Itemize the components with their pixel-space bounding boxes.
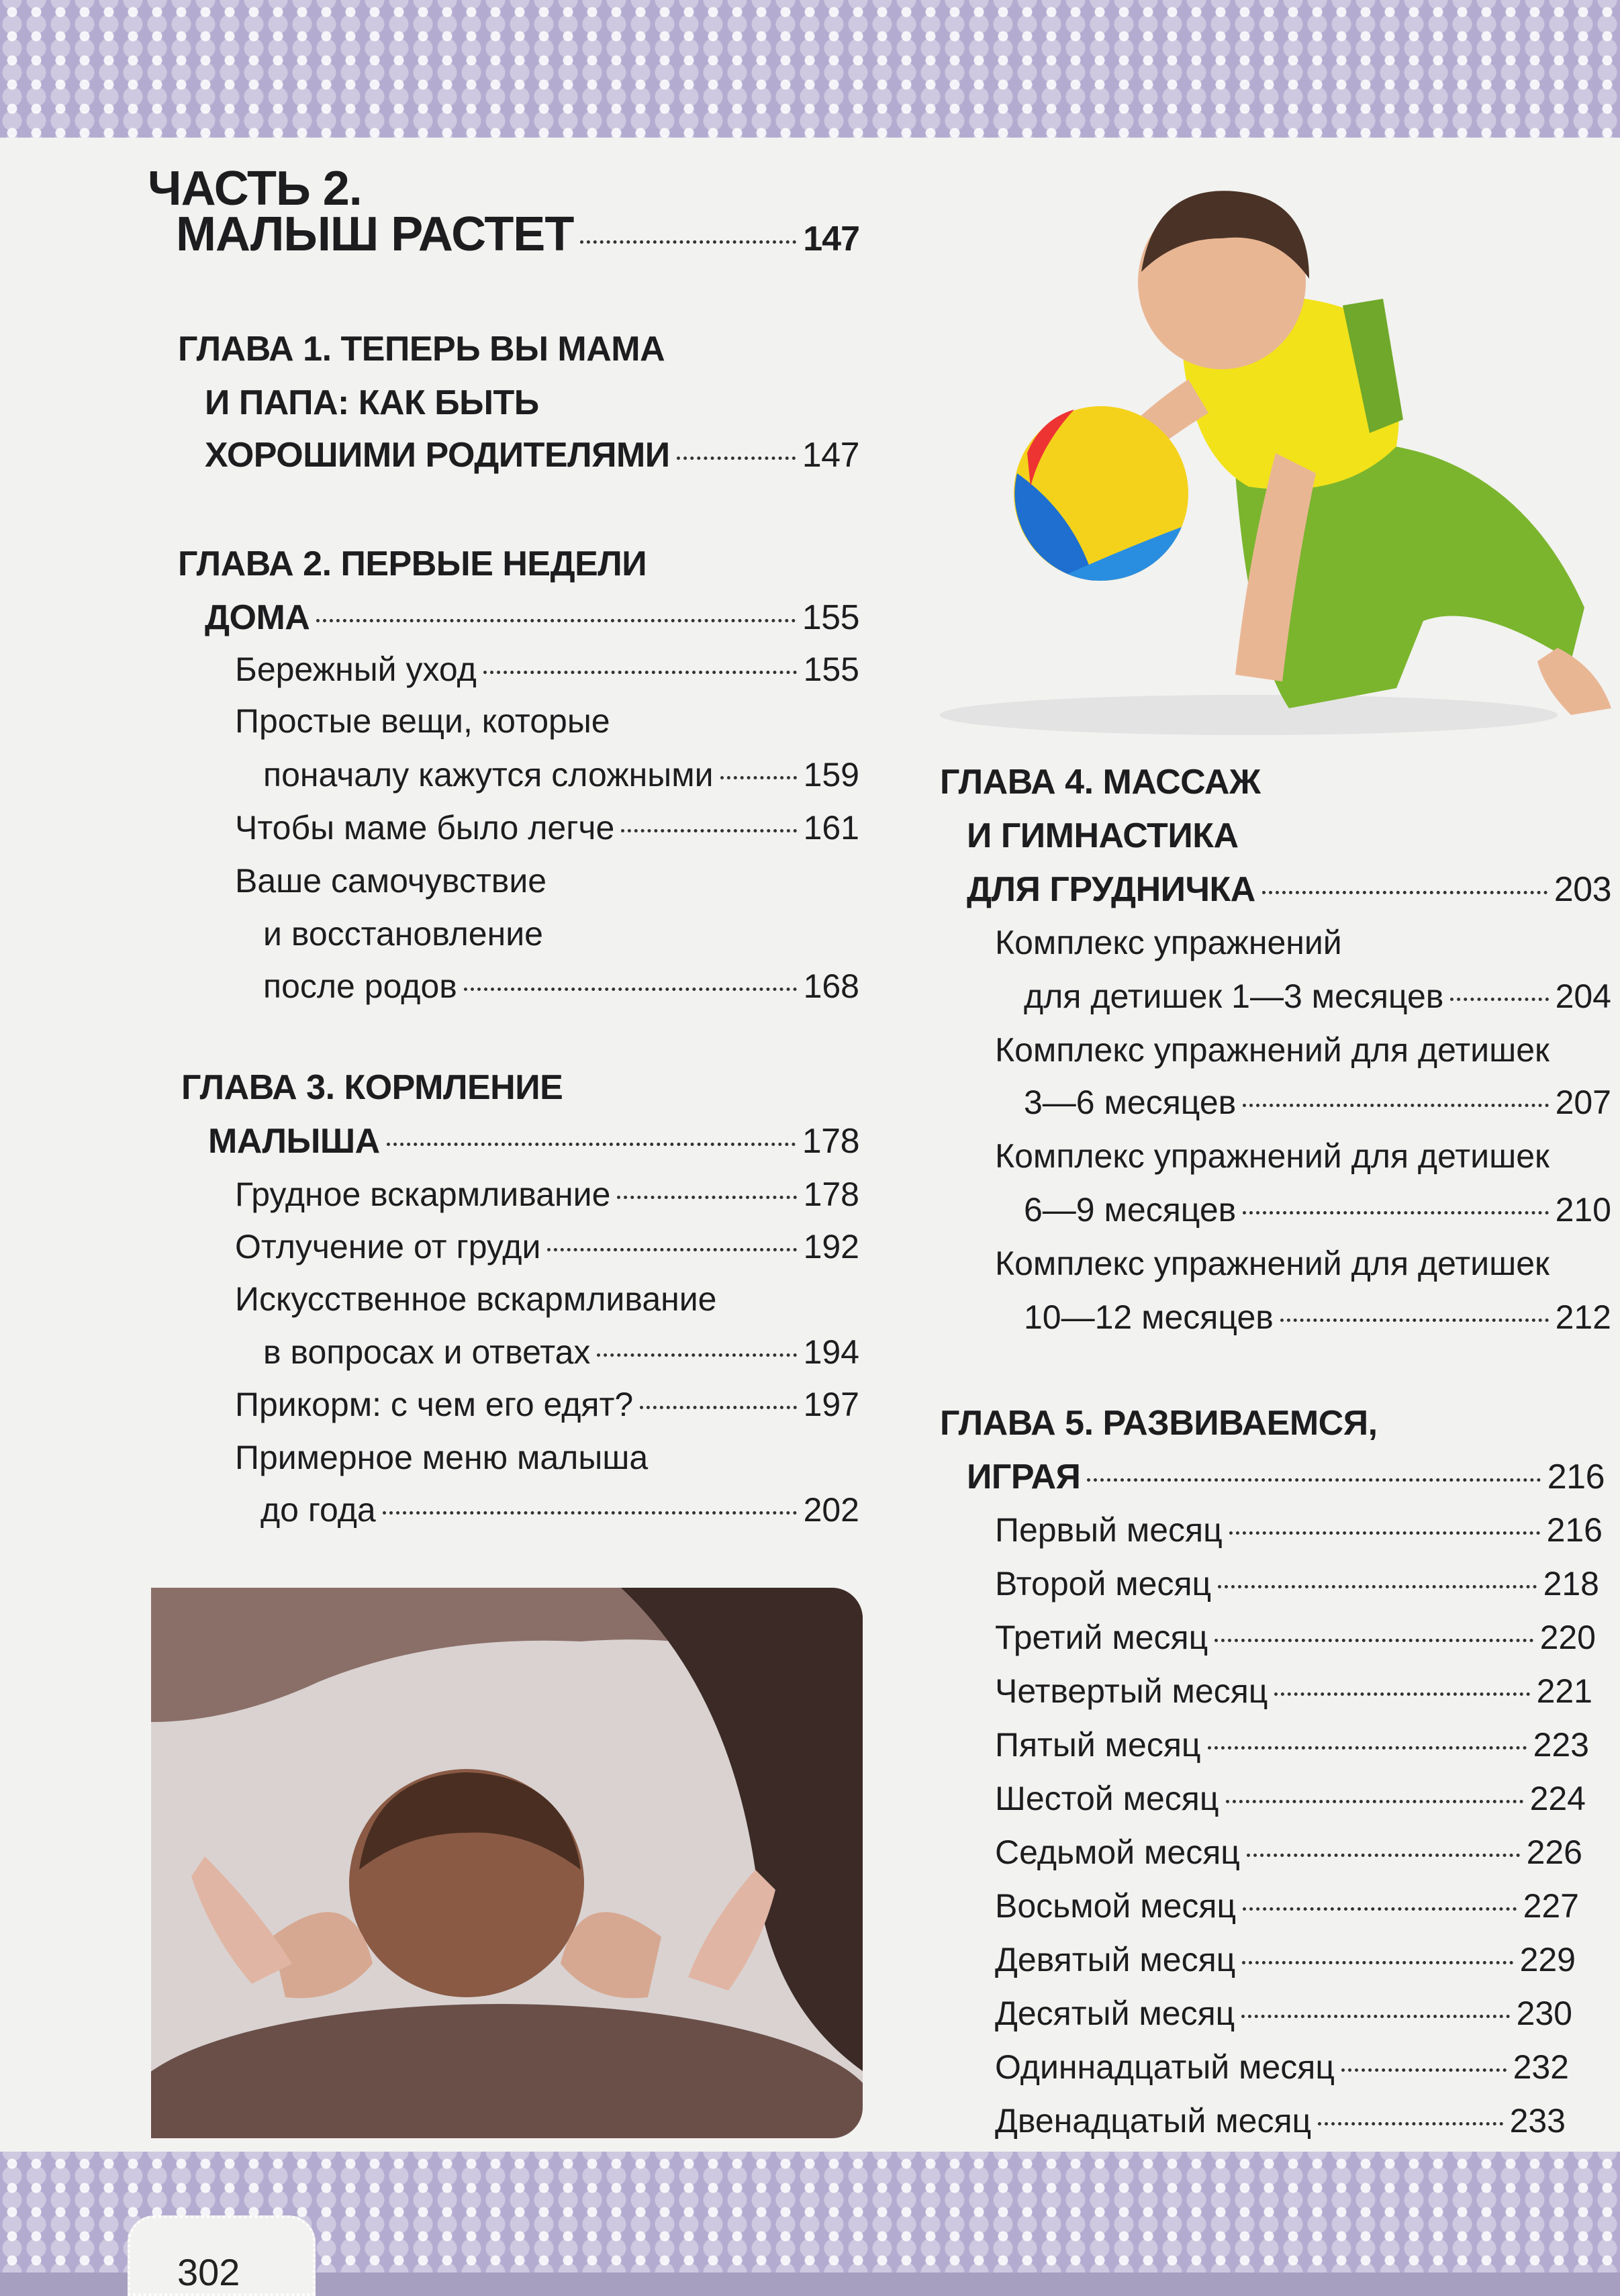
entry-title: Чтобы маме было легче [235, 809, 615, 847]
page-ref: 212 [1555, 1298, 1611, 1336]
toc-entry[interactable] [995, 1940, 1576, 1979]
page-ref: 202 [803, 1491, 859, 1529]
chapter-1-entry[interactable] [205, 435, 859, 475]
chapter-3-title-line1: ГЛАВА 3. КОРМЛЕНИЕ [181, 1068, 563, 1107]
entry-title: 10—12 месяцев [1024, 1298, 1274, 1336]
entry-title-line: Комплекс упражнений [995, 924, 1342, 961]
entry-title-line: Искусственное вскармливание [235, 1280, 717, 1318]
dot-leader [1243, 1104, 1548, 1107]
entry-title: Десятый месяц [995, 1995, 1235, 2032]
entry-title-line: Ваше самочувствие [235, 862, 547, 900]
dot-leader [597, 1353, 796, 1357]
page-ref: 203 [1554, 870, 1611, 909]
toc-entry[interactable] [235, 808, 859, 847]
entry-title: Первый месяц [995, 1511, 1223, 1549]
mother-holding-newborn-photo [151, 1588, 863, 2138]
entry-title: Пятый месяц [995, 1726, 1201, 1764]
page-ref: 224 [1529, 1780, 1586, 1817]
toc-entry[interactable] [260, 1490, 859, 1529]
page-number-tab [128, 2215, 316, 2296]
part-title-line2: МАЛЫШ РАСТЕТ [176, 207, 574, 261]
toc-entry[interactable] [1024, 1298, 1611, 1337]
page-ref: 226 [1526, 1833, 1582, 1871]
lace-border-top [0, 0, 1620, 144]
entry-title: Восьмой месяц [995, 1887, 1237, 1925]
entry-title: 3—6 месяцев [1024, 1084, 1237, 1121]
entry-title: Третий месяц [995, 1619, 1208, 1656]
toc-entry[interactable] [995, 1994, 1572, 2033]
dot-leader [383, 1511, 797, 1515]
page-number: 302 [177, 2251, 240, 2293]
page-ref: 161 [803, 809, 859, 847]
toc-entry[interactable] [235, 1227, 859, 1266]
entry-title: Одиннадцатый месяц [995, 2048, 1335, 2086]
chapter-5-title-line2: ИГРАЯ [967, 1457, 1081, 1496]
chapter-3-entry[interactable] [208, 1121, 859, 1161]
page-ref: 178 [803, 1176, 859, 1213]
dot-leader [387, 1143, 796, 1146]
chapter-3-title-line2: МАЛЫША [208, 1122, 380, 1161]
dot-leader [316, 619, 795, 622]
dot-leader [580, 240, 796, 244]
dot-leader [1450, 998, 1548, 1001]
dot-leader [720, 776, 797, 779]
dot-leader [547, 1248, 796, 1251]
entry-title-line: Простые вещи, которые [235, 702, 610, 740]
entry-title: для детишек 1—3 месяцев [1024, 977, 1444, 1015]
entry-title: после родов [263, 967, 457, 1005]
page-ref: 168 [803, 967, 859, 1005]
dot-leader [1218, 1585, 1536, 1588]
dot-leader [1262, 891, 1547, 894]
toc-entry[interactable] [995, 1886, 1579, 1925]
toc-entry[interactable] [995, 1725, 1589, 1764]
chapter-1-title-line2: И ПАПА: КАК БЫТЬ [205, 383, 539, 422]
entry-title-line: Примерное меню малыша [235, 1439, 649, 1476]
entry-title: Прикорм: с чем его едят? [235, 1386, 634, 1423]
part-title-entry[interactable] [176, 207, 859, 262]
dot-leader [1208, 1746, 1527, 1750]
chapter-4-title-line2: И ГИМНАСТИКА [967, 816, 1239, 855]
dot-leader [621, 829, 796, 832]
entry-title: в вопросах и ответах [263, 1333, 591, 1371]
dot-leader [617, 1196, 796, 1199]
chapter-1-title-line3: ХОРОШИМИ РОДИТЕЛЯМИ [205, 436, 670, 475]
toc-entry[interactable] [235, 1385, 859, 1424]
chapter-4-entry[interactable] [967, 869, 1611, 910]
page-ref: 229 [1519, 1941, 1576, 1978]
page-ref: 220 [1539, 1619, 1596, 1656]
dot-leader [1274, 1692, 1529, 1696]
entry-title: Седьмой месяц [995, 1833, 1240, 1871]
entry-title: Шестой месяц [995, 1780, 1219, 1817]
toc-entry[interactable] [263, 755, 859, 794]
toc-entry[interactable] [995, 1511, 1603, 1549]
entry-title: до года [260, 1491, 376, 1529]
entry-title-line: Комплекс упражнений для детишек [995, 1137, 1550, 1175]
dot-leader [1341, 2068, 1507, 2072]
toc-entry[interactable] [995, 1779, 1586, 1818]
entry-title: поначалу кажутся сложными [263, 756, 714, 794]
page-ref: 197 [803, 1386, 859, 1423]
toc-entry[interactable] [263, 1333, 859, 1372]
entry-title: Отлучение от груди [235, 1228, 541, 1265]
part-title-line1: ЧАСТЬ 2. [148, 162, 362, 216]
dot-leader [1318, 2122, 1503, 2125]
page-ref: 230 [1516, 1995, 1572, 2032]
toc-entry[interactable] [995, 1618, 1596, 1657]
dot-leader [1243, 1211, 1548, 1214]
page-ref: 147 [803, 220, 859, 258]
toc-entry[interactable] [235, 650, 859, 689]
toc-entry[interactable] [995, 1833, 1582, 1872]
chapter-4-title-line1: ГЛАВА 4. МАССАЖ [940, 763, 1261, 802]
toc-entry[interactable] [1024, 1190, 1611, 1229]
page-ref: 192 [803, 1228, 859, 1265]
entry-title: 6—9 месяцев [1024, 1191, 1237, 1229]
entry-title: Грудное вскармливание [235, 1176, 611, 1213]
dot-leader [483, 671, 797, 674]
dot-leader [1241, 2015, 1509, 2018]
dot-leader [1243, 1907, 1516, 1911]
entry-title-line: и восстановление [263, 915, 543, 953]
page-ref: 233 [1509, 2102, 1566, 2140]
dot-leader [1226, 1800, 1523, 1803]
entry-title-line: Комплекс упражнений для детишек [995, 1245, 1550, 1282]
page-ref: 147 [802, 436, 859, 475]
toc-entry[interactable] [235, 1175, 859, 1214]
toc-entry[interactable] [1024, 1083, 1611, 1122]
entry-title: Девятый месяц [995, 1941, 1236, 1978]
toc-entry[interactable] [995, 2101, 1566, 2140]
chapter-1-title-line1: ГЛАВА 1. ТЕПЕРЬ ВЫ МАМА [178, 330, 665, 369]
toc-entry[interactable] [995, 1672, 1592, 1711]
toc-entry[interactable] [995, 1564, 1599, 1603]
page-ref: 178 [802, 1122, 859, 1161]
toc-entry[interactable] [263, 967, 859, 1006]
dot-leader [677, 457, 796, 460]
chapter-5-title-line1: ГЛАВА 5. РАЗВИВАЕМСЯ, [940, 1404, 1378, 1443]
page-ref: 232 [1513, 2048, 1569, 2086]
page-ref: 223 [1533, 1726, 1589, 1764]
page-ref: 210 [1555, 1191, 1611, 1229]
dot-leader [1247, 1854, 1520, 1857]
page-ref: 204 [1555, 977, 1611, 1015]
page-ref: 159 [803, 756, 859, 794]
entry-title: Двенадцатый месяц [995, 2102, 1312, 2140]
page-ref: 221 [1536, 1672, 1592, 1710]
page-ref: 216 [1546, 1511, 1603, 1549]
dot-leader [464, 988, 797, 991]
dot-leader [1280, 1319, 1549, 1322]
baby-with-ball-photo [873, 138, 1620, 742]
chapter-2-title-line1: ГЛАВА 2. ПЕРВЫЕ НЕДЕЛИ [178, 544, 647, 583]
dot-leader [640, 1406, 796, 1409]
chapter-2-title-line2: ДОМА [205, 598, 310, 637]
chapter-5-entry[interactable] [967, 1457, 1605, 1497]
toc-entry[interactable] [1024, 977, 1611, 1016]
chapter-2-entry[interactable] [205, 597, 859, 638]
dot-leader [1242, 1961, 1513, 1964]
entry-title: Четвертый месяц [995, 1672, 1268, 1710]
entry-title-line: Комплекс упражнений для детишек [995, 1031, 1550, 1069]
page-ref: 207 [1555, 1084, 1611, 1121]
toc-entry[interactable] [995, 2048, 1569, 2087]
page-ref: 218 [1543, 1565, 1599, 1603]
dot-leader [1214, 1639, 1533, 1642]
page-ref: 216 [1547, 1457, 1605, 1496]
page-ref: 155 [803, 651, 859, 688]
entry-title: Бережный уход [235, 651, 477, 688]
page-ref: 194 [803, 1333, 859, 1371]
entry-title: Второй месяц [995, 1565, 1212, 1603]
chapter-4-title-line3: ДЛЯ ГРУДНИЧКА [967, 870, 1255, 909]
dot-leader [1087, 1478, 1540, 1482]
page-ref: 227 [1523, 1887, 1579, 1925]
dot-leader [1229, 1531, 1540, 1535]
page-ref: 155 [802, 598, 859, 637]
